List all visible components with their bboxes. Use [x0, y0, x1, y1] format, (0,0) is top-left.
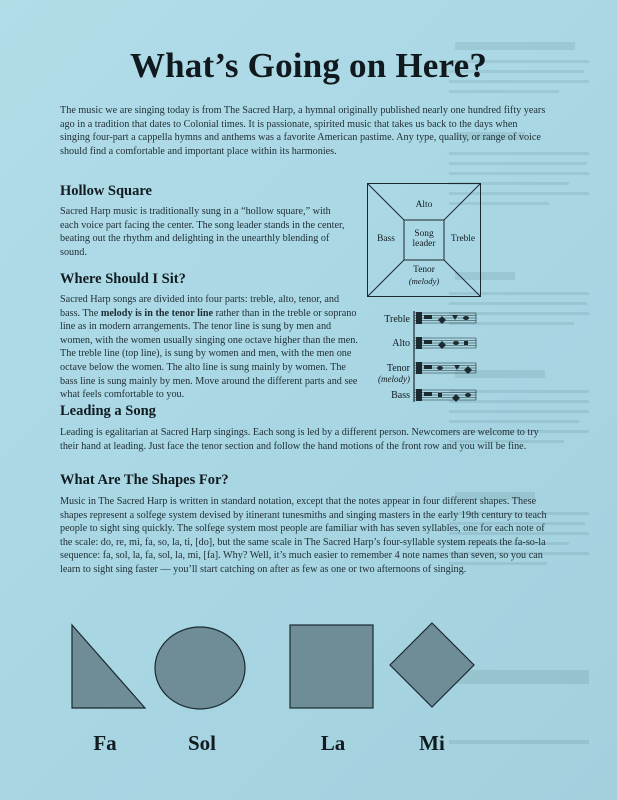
staff-label-melody: (melody): [378, 374, 410, 384]
diagram-label-treble: Treble: [450, 234, 476, 244]
staff-label-bass: Bass: [391, 390, 410, 401]
staff-label-treble: Treble: [384, 314, 410, 325]
leading-heading: Leading a Song: [60, 403, 156, 419]
shapes-text: Music in The Sacred Harp is written in standard notation, except that the notes appear in four different shapes. These shapes represent a solfege system devised by itinerant tunesmiths and singing masters in the early 19th century to teach people to sight sing quickly. The solfege system most people are familiar with has seven syllables, one for each note of the scale: do, re, mi, fa, so, la, ti, [do], but the same scale in The Sacred Harp’s four-syllable system repeats the fa-so-la sequence: fa, sol, la, fa, sol, la, mi, [fa]. Why? Well, it’s much easier to remember 4 note names than seven, so you can learn to sight sing faster — you’ll start catching on after as few as one or two afternoons of singing.: [60, 496, 547, 575]
triangle-shape-icon: [72, 625, 145, 708]
diamond-shape-icon: [390, 623, 474, 707]
diagram-label-alto: Alto: [415, 200, 433, 210]
diagram-label-bass: Bass: [377, 234, 395, 244]
diagram-label-melody: (melody): [408, 276, 440, 286]
staff-excerpt: [378, 307, 478, 407]
diagram-label-leader: leader: [412, 239, 436, 249]
hollow-square-text: Sacred Harp music is traditionally sung in a “hollow square,” with each voice part facing the center. The song leader stands in the center, beating out the rhythm and delighting in the unearthly blending of sound.: [60, 206, 345, 258]
shape-label-fa: Fa: [93, 731, 117, 755]
staff-lines-graphic: [412, 307, 478, 407]
melody-emphasis: melody is in the tenor line: [100, 307, 214, 319]
where-sit-heading: Where Should I Sit?: [60, 271, 186, 287]
oval-shape-icon: [155, 627, 245, 709]
shape-label-la: La: [320, 731, 346, 755]
staff-label-alto: Alto: [392, 338, 410, 349]
diagram-label-song: Song: [414, 229, 434, 239]
hollow-square-diagram: [367, 183, 481, 297]
diagram-label-tenor: Tenor: [413, 265, 435, 275]
shape-label-mi: Mi: [419, 731, 445, 755]
square-shape-icon: [290, 625, 373, 708]
hollow-square-heading: Hollow Square: [60, 183, 152, 199]
shape-notes-graphic: [0, 615, 617, 715]
staff-label-tenor: Tenor: [386, 363, 410, 374]
page-title: What’s Going on Here?: [129, 46, 488, 85]
leading-text: Leading is egalitarian at Sacred Harp singings. Each song is led by a different person. Newcomers are welcome to try their hand at leading. Just face the tenor section and follow the hand motions of the front row and you will be fine.: [60, 427, 539, 452]
shape-label-sol: Sol: [187, 731, 216, 755]
intro-paragraph: The music we are singing today is from The Sacred Harp, a hymnal originally published nearly one hundred fifty years ago in a tradition that dates to Colonial times. It is passionate, spirited music that takes us back to the days when singing four-part a cappella hymns and anthems was a favorite American pastime. Any type, quality, or range of voice should find a comfortable and important place within its harmonies.: [60, 105, 546, 157]
shapes-heading: What Are The Shapes For?: [60, 472, 229, 488]
where-sit-text: Sacred Harp songs are divided into four parts: treble, alto, tenor, and bass. The melody is in the tenor line rather than in the treble or soprano line as in modern arrangements. The tenor line is sung by men and women, with the women usually singing one octave higher than the men. The treble line (top line), is sung by women and men, with the men one octave below the women. The alto line is sung mainly by women. The bass line is sung mainly by men. Move around the different parts and see what feels comfortable to you.: [60, 294, 358, 401]
